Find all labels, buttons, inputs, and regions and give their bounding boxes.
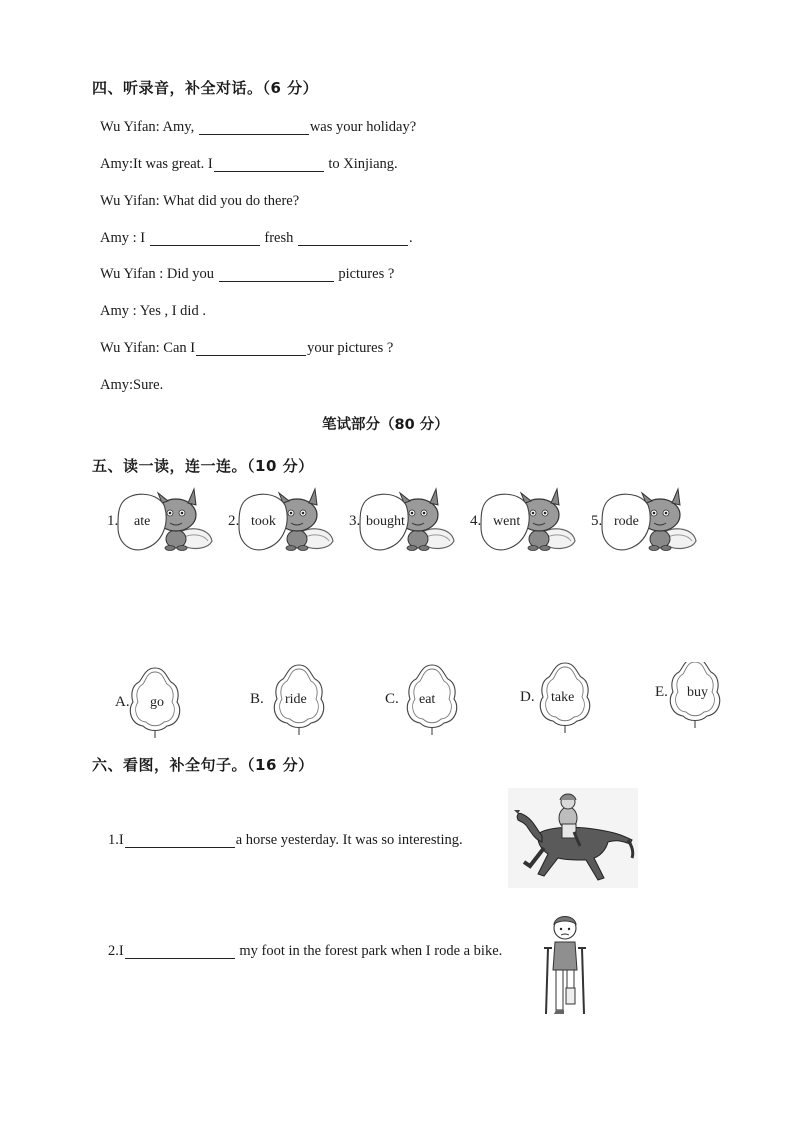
line-text: Amy:Sure. (100, 377, 164, 393)
match-option-a[interactable] (115, 668, 180, 738)
item-word: rode (614, 514, 639, 529)
sentence-text: a horse yesterday. It was so interesting. (235, 832, 463, 848)
option-letter: A. (115, 694, 130, 710)
option-letter: B. (250, 691, 264, 707)
option-word: buy (687, 685, 708, 700)
sentence-text: my foot in the forest park when I rode a bike. (235, 943, 503, 959)
item-number: 4. (470, 513, 482, 529)
section-4-heading: 四、听录音，补全对话。（6 分） (92, 79, 319, 97)
line-text: Amy : Yes , I did . (100, 303, 206, 319)
item-number: 1. (107, 513, 119, 529)
answer-blank[interactable] (199, 120, 309, 135)
answer-blank[interactable] (214, 157, 324, 172)
picture-sentence-1 (108, 832, 463, 849)
line-text: your pictures ? (307, 340, 394, 356)
sentence-text: 1.I (108, 832, 124, 848)
injured-boy-illustration (540, 910, 590, 1018)
item-word: took (251, 514, 276, 529)
verb-base-form-row (105, 662, 735, 740)
line-text: Wu Yifan: Can I (100, 340, 196, 356)
option-word: eat (419, 692, 436, 707)
horse-rider-illustration (508, 788, 638, 888)
section-6-heading: 六、看图，补全句子。（16 分） (92, 756, 314, 774)
line-text: Wu Yifan: Amy, (100, 119, 198, 135)
option-letter: D. (520, 689, 535, 705)
match-option-c[interactable] (385, 665, 457, 735)
line-text: Amy : I (100, 230, 149, 246)
option-word: go (150, 695, 164, 710)
line-text: was your holiday? (309, 119, 417, 135)
match-item-3[interactable] (349, 489, 454, 551)
sentence-text: 2.I (108, 943, 124, 959)
dialogue-line-6 (100, 303, 206, 320)
dialogue-line-3 (100, 193, 299, 210)
item-word: bought (366, 514, 405, 529)
answer-blank[interactable] (196, 341, 306, 356)
option-word: take (551, 690, 575, 705)
dialogue-line-2 (100, 156, 398, 173)
answer-blank[interactable] (125, 833, 235, 848)
line-text: Wu Yifan : Did you (100, 266, 218, 282)
line-text: Amy:It was great. I (100, 156, 213, 172)
answer-blank[interactable] (219, 267, 334, 282)
dialogue-line-1 (100, 119, 416, 136)
match-item-4[interactable] (470, 489, 575, 551)
dialogue-line-7 (100, 340, 393, 357)
answer-blank[interactable] (150, 231, 260, 246)
option-word: ride (285, 692, 307, 707)
option-letter: C. (385, 691, 399, 707)
picture-sentence-2 (108, 943, 502, 960)
match-item-1[interactable] (107, 489, 212, 551)
item-word: went (493, 514, 521, 529)
dialogue-line-4 (100, 230, 413, 247)
item-number: 5. (591, 513, 603, 529)
line-text: to Xinjiang. (324, 156, 398, 172)
item-number: 3. (349, 513, 361, 529)
written-part-title: 笔试部分（80 分） (322, 417, 449, 433)
dialogue-line-5 (100, 266, 394, 283)
option-letter: E. (655, 684, 668, 700)
line-text: . (408, 230, 413, 246)
match-item-2[interactable] (228, 489, 333, 551)
item-number: 2. (228, 513, 240, 529)
dialogue-line-8 (100, 377, 163, 394)
line-text: Wu Yifan: What did you do there? (100, 193, 300, 209)
match-item-5[interactable] (591, 489, 696, 551)
line-text: pictures ? (334, 266, 395, 282)
match-option-d[interactable] (520, 663, 590, 733)
item-word: ate (134, 514, 151, 529)
match-option-b[interactable] (250, 665, 324, 735)
line-text: fresh (260, 230, 297, 246)
match-option-e[interactable] (655, 662, 720, 728)
answer-blank[interactable] (298, 231, 408, 246)
answer-blank[interactable] (125, 944, 235, 959)
section-5-heading: 五、读一读，连一连。（10 分） (92, 457, 314, 475)
verb-past-tense-row (100, 485, 710, 557)
